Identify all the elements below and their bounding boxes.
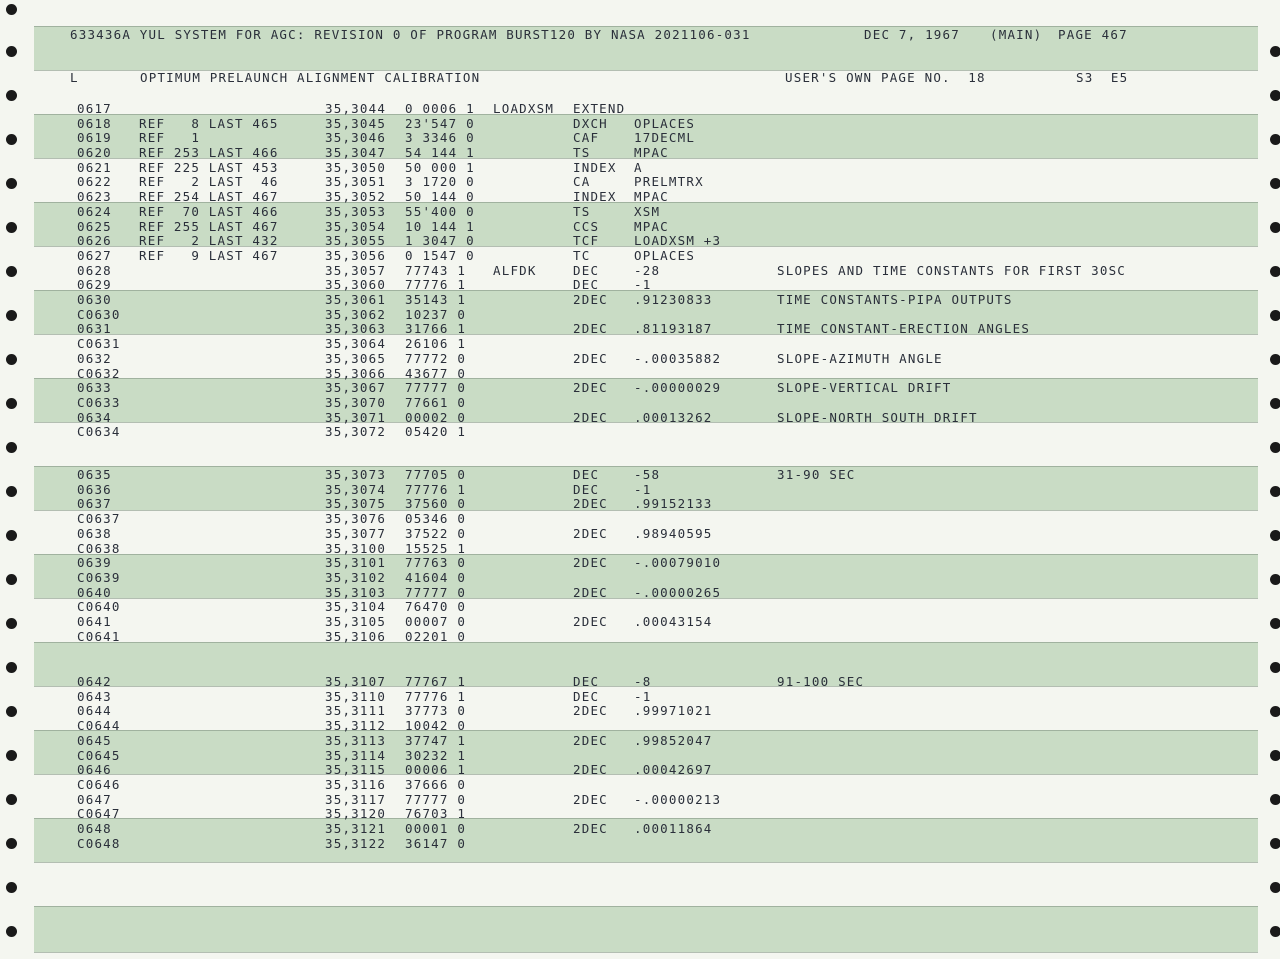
octal-code: 41604 0 <box>405 570 467 585</box>
memory-address: 35,3065 <box>325 351 387 366</box>
line-number: 0648 <box>77 821 112 836</box>
octal-code: 76470 0 <box>405 599 467 614</box>
operand: .00043154 <box>634 614 713 629</box>
opcode: DEC <box>573 277 600 292</box>
memory-address: 35,3117 <box>325 792 387 807</box>
operand: .00013262 <box>634 410 713 425</box>
line-number: 0620 <box>77 145 112 160</box>
memory-address: 35,3113 <box>325 733 387 748</box>
octal-code: 10042 0 <box>405 718 467 733</box>
operand: .81193187 <box>634 321 713 336</box>
memory-address: 35,3112 <box>325 718 387 733</box>
cross-reference: REF 253 LAST 466 <box>139 145 279 160</box>
opcode: 2DEC <box>573 321 608 336</box>
tractor-hole-icon <box>6 486 17 497</box>
memory-address: 35,3115 <box>325 762 387 777</box>
opcode: TCF <box>573 233 600 248</box>
octal-code: 76703 1 <box>405 806 467 821</box>
line-number: 0626 <box>77 233 112 248</box>
line-number: 0642 <box>77 674 112 689</box>
tractor-hole-icon <box>6 618 17 629</box>
instruction-label: ALFDK <box>493 263 537 278</box>
tractor-hole-icon <box>6 178 17 189</box>
octal-code: 02201 0 <box>405 629 467 644</box>
line-number: C0647 <box>77 806 121 821</box>
octal-code: 77772 0 <box>405 351 467 366</box>
comment: SLOPES AND TIME CONSTANTS FOR FIRST 30SC <box>777 263 1127 278</box>
line-number: 0630 <box>77 292 112 307</box>
memory-address: 35,3053 <box>325 204 387 219</box>
operand: .99152133 <box>634 496 713 511</box>
line-number: 0638 <box>77 526 112 541</box>
octal-code: 37522 0 <box>405 526 467 541</box>
memory-address: 35,3052 <box>325 189 387 204</box>
line-number: 0617 <box>77 101 112 116</box>
octal-code: 05420 1 <box>405 424 467 439</box>
octal-code: 37773 0 <box>405 703 467 718</box>
operand: XSM <box>634 204 661 219</box>
operand: MPAC <box>634 145 669 160</box>
tractor-hole-icon <box>6 530 17 541</box>
octal-code: 77705 0 <box>405 467 467 482</box>
line-number: C0640 <box>77 599 121 614</box>
operand: .99971021 <box>634 703 713 718</box>
memory-address: 35,3050 <box>325 160 387 175</box>
memory-address: 35,3062 <box>325 307 387 322</box>
opcode: 2DEC <box>573 733 608 748</box>
comment: TIME CONSTANT-ERECTION ANGLES <box>777 321 1031 336</box>
opcode: 2DEC <box>573 821 608 836</box>
tractor-hole-icon <box>1270 706 1280 717</box>
line-number: 0645 <box>77 733 112 748</box>
band-rule <box>34 906 1258 907</box>
tractor-hole-icon <box>6 750 17 761</box>
line-number: C0646 <box>77 777 121 792</box>
octal-code: 77743 1 <box>405 263 467 278</box>
memory-address: 35,3046 <box>325 130 387 145</box>
memory-address: 35,3122 <box>325 836 387 851</box>
tractor-hole-icon <box>6 442 17 453</box>
memory-address: 35,3051 <box>325 174 387 189</box>
operand: .00042697 <box>634 762 713 777</box>
tractor-hole-icon <box>1270 266 1280 277</box>
line-number: 0641 <box>77 614 112 629</box>
operand: MPAC <box>634 189 669 204</box>
operand: .98940595 <box>634 526 713 541</box>
section-label: (MAIN) <box>990 27 1043 42</box>
cross-reference: REF 1 <box>139 130 201 145</box>
memory-address: 35,3070 <box>325 395 387 410</box>
memory-address: 35,3111 <box>325 703 387 718</box>
tractor-hole-icon <box>1270 90 1280 101</box>
line-number: 0622 <box>77 174 112 189</box>
opcode: 2DEC <box>573 614 608 629</box>
opcode: DEC <box>573 467 600 482</box>
octal-code: 77777 0 <box>405 585 467 600</box>
operand: -28 <box>634 263 661 278</box>
line-number: C0638 <box>77 541 121 556</box>
line-number: C0648 <box>77 836 121 851</box>
memory-address: 35,3071 <box>325 410 387 425</box>
octal-code: 10 144 1 <box>405 219 475 234</box>
line-number: 0629 <box>77 277 112 292</box>
octal-code: 10237 0 <box>405 307 467 322</box>
octal-code: 77661 0 <box>405 395 467 410</box>
octal-code: 43677 0 <box>405 366 467 381</box>
octal-code: 00001 0 <box>405 821 467 836</box>
octal-code: 77776 1 <box>405 482 467 497</box>
memory-address: 35,3061 <box>325 292 387 307</box>
memory-address: 35,3067 <box>325 380 387 395</box>
tractor-hole-icon <box>1270 838 1280 849</box>
line-number: 0619 <box>77 130 112 145</box>
operand: -1 <box>634 277 652 292</box>
cross-reference: REF 2 LAST 432 <box>139 233 279 248</box>
octal-code: 37666 0 <box>405 777 467 792</box>
memory-address: 35,3055 <box>325 233 387 248</box>
octal-code: 50 000 1 <box>405 160 475 175</box>
operand: LOADXSM +3 <box>634 233 722 248</box>
line-number: C0630 <box>77 307 121 322</box>
memory-address: 35,3110 <box>325 689 387 704</box>
tractor-hole-icon <box>1270 662 1280 673</box>
memory-address: 35,3064 <box>325 336 387 351</box>
band-rule <box>34 730 1258 731</box>
line-number: 0636 <box>77 482 112 497</box>
tractor-hole-icon <box>1270 222 1280 233</box>
line-number: C0641 <box>77 629 121 644</box>
band-rule <box>34 862 1258 863</box>
operand: -1 <box>634 482 652 497</box>
operand: -.00000213 <box>634 792 722 807</box>
opcode: 2DEC <box>573 292 608 307</box>
memory-address: 35,3100 <box>325 541 387 556</box>
memory-address: 35,3104 <box>325 599 387 614</box>
memory-address: 35,3060 <box>325 277 387 292</box>
octal-code: 15525 1 <box>405 541 467 556</box>
operand: 17DECML <box>634 130 696 145</box>
operand: -1 <box>634 689 652 704</box>
memory-address: 35,3116 <box>325 777 387 792</box>
routine-title: OPTIMUM PRELAUNCH ALIGNMENT CALIBRATION <box>140 70 481 85</box>
octal-code: 36147 0 <box>405 836 467 851</box>
octal-code: 0 1547 0 <box>405 248 475 263</box>
operand: -.00079010 <box>634 555 722 570</box>
octal-code: 3 3346 0 <box>405 130 475 145</box>
line-number: 0640 <box>77 585 112 600</box>
memory-address: 35,3045 <box>325 116 387 131</box>
comment: SLOPE-VERTICAL DRIFT <box>777 380 952 395</box>
cross-reference: REF 254 LAST 467 <box>139 189 279 204</box>
tractor-hole-icon <box>6 310 17 321</box>
cross-reference: REF 255 LAST 467 <box>139 219 279 234</box>
tractor-hole-icon <box>1270 882 1280 893</box>
tractor-hole-icon <box>1270 134 1280 145</box>
memory-address: 35,3120 <box>325 806 387 821</box>
opcode: CAF <box>573 130 600 145</box>
tractor-hole-icon <box>1270 310 1280 321</box>
operand: -8 <box>634 674 652 689</box>
band-rule <box>34 642 1258 643</box>
opcode: CA <box>573 174 591 189</box>
memory-address: 35,3101 <box>325 555 387 570</box>
band-rule <box>34 378 1258 379</box>
comment: SLOPE-NORTH SOUTH DRIFT <box>777 410 978 425</box>
opcode: 2DEC <box>573 410 608 425</box>
tractor-hole-icon <box>1270 926 1280 937</box>
octal-code: 30232 1 <box>405 748 467 763</box>
line-number: 0618 <box>77 116 112 131</box>
memory-address: 35,3103 <box>325 585 387 600</box>
octal-code: 77776 1 <box>405 689 467 704</box>
octal-code: 77763 0 <box>405 555 467 570</box>
cross-reference: REF 8 LAST 465 <box>139 116 279 131</box>
memory-address: 35,3102 <box>325 570 387 585</box>
octal-code: 26106 1 <box>405 336 467 351</box>
opcode: CCS <box>573 219 600 234</box>
octal-code: 05346 0 <box>405 511 467 526</box>
memory-address: 35,3057 <box>325 263 387 278</box>
line-number: 0643 <box>77 689 112 704</box>
line-number: 0633 <box>77 380 112 395</box>
band-rule <box>34 952 1258 953</box>
operand: .91230833 <box>634 292 713 307</box>
tractor-hole-icon <box>6 574 17 585</box>
comment: TIME CONSTANTS-PIPA OUTPUTS <box>777 292 1013 307</box>
memory-address: 35,3066 <box>325 366 387 381</box>
opcode: DEC <box>573 482 600 497</box>
line-number: 0635 <box>77 467 112 482</box>
green-band <box>34 906 1258 952</box>
tractor-hole-icon <box>6 46 17 57</box>
tractor-hole-icon <box>6 926 17 937</box>
memory-address: 35,3047 <box>325 145 387 160</box>
memory-address: 35,3075 <box>325 496 387 511</box>
tractor-hole-icon <box>6 398 17 409</box>
comment: 91-100 SEC <box>777 674 865 689</box>
tractor-hole-icon <box>6 222 17 233</box>
opcode: DEC <box>573 674 600 689</box>
opcode: DXCH <box>573 116 608 131</box>
opcode: 2DEC <box>573 703 608 718</box>
listing-mark: L <box>70 70 79 85</box>
octal-code: 00007 0 <box>405 614 467 629</box>
operand: -.00000265 <box>634 585 722 600</box>
line-number: C0637 <box>77 511 121 526</box>
operand: -58 <box>634 467 661 482</box>
tractor-hole-icon <box>6 4 17 15</box>
tractor-hole-icon <box>6 134 17 145</box>
octal-code: 1 3047 0 <box>405 233 475 248</box>
cross-reference: REF 9 LAST 467 <box>139 248 279 263</box>
opcode: 2DEC <box>573 380 608 395</box>
octal-code: 77767 1 <box>405 674 467 689</box>
line-number: 0631 <box>77 321 112 336</box>
opcode: DEC <box>573 263 600 278</box>
memory-address: 35,3054 <box>325 219 387 234</box>
memory-address: 35,3056 <box>325 248 387 263</box>
memory-address: 35,3076 <box>325 511 387 526</box>
tractor-hole-icon <box>1270 486 1280 497</box>
line-number: 0625 <box>77 219 112 234</box>
octal-code: 00006 1 <box>405 762 467 777</box>
operand: -.00035882 <box>634 351 722 366</box>
tractor-hole-icon <box>1270 530 1280 541</box>
tractor-hole-icon <box>1270 618 1280 629</box>
opcode: 2DEC <box>573 351 608 366</box>
octal-code: 50 144 0 <box>405 189 475 204</box>
line-number: 0644 <box>77 703 112 718</box>
memory-address: 35,3074 <box>325 482 387 497</box>
tractor-hole-icon <box>1270 354 1280 365</box>
band-rule <box>34 114 1258 115</box>
operand: OPLACES <box>634 248 696 263</box>
print-date: DEC 7, 1967 <box>864 27 960 42</box>
octal-code: 23'547 0 <box>405 116 475 131</box>
opcode: DEC <box>573 689 600 704</box>
line-number: 0627 <box>77 248 112 263</box>
memory-address: 35,3106 <box>325 629 387 644</box>
octal-code: 37747 1 <box>405 733 467 748</box>
memory-address: 35,3105 <box>325 614 387 629</box>
line-number: 0628 <box>77 263 112 278</box>
line-number: 0646 <box>77 762 112 777</box>
tractor-hole-icon <box>6 662 17 673</box>
opcode: 2DEC <box>573 526 608 541</box>
octal-code: 37560 0 <box>405 496 467 511</box>
tractor-hole-icon <box>6 838 17 849</box>
memory-address: 35,3072 <box>325 424 387 439</box>
memory-address: 35,3121 <box>325 821 387 836</box>
tractor-hole-icon <box>6 90 17 101</box>
opcode: 2DEC <box>573 555 608 570</box>
opcode: TS <box>573 204 591 219</box>
instruction-label: LOADXSM <box>493 101 555 116</box>
page-title: 633436A YUL SYSTEM FOR AGC: REVISION 0 OF PROGRAM BURST120 BY NASA 2021106-031 <box>70 27 751 42</box>
tractor-hole-icon <box>6 706 17 717</box>
opcode: INDEX <box>573 189 617 204</box>
opcode: INDEX <box>573 160 617 175</box>
cross-reference: REF 225 LAST 453 <box>139 160 279 175</box>
line-number: 0639 <box>77 555 112 570</box>
line-number: C0639 <box>77 570 121 585</box>
tractor-hole-icon <box>6 354 17 365</box>
octal-code: 00002 0 <box>405 410 467 425</box>
tractor-hole-icon <box>1270 398 1280 409</box>
line-number: 0624 <box>77 204 112 219</box>
opcode: EXTEND <box>573 101 626 116</box>
memory-address: 35,3073 <box>325 467 387 482</box>
tractor-hole-icon <box>1270 46 1280 57</box>
tractor-hole-icon <box>1270 574 1280 585</box>
opcode: 2DEC <box>573 792 608 807</box>
opcode: 2DEC <box>573 585 608 600</box>
line-number: 0637 <box>77 496 112 511</box>
line-number: C0645 <box>77 748 121 763</box>
tractor-hole-icon <box>1270 794 1280 805</box>
line-number: 0621 <box>77 160 112 175</box>
opcode: 2DEC <box>573 762 608 777</box>
tractor-hole-icon <box>6 266 17 277</box>
opcode: 2DEC <box>573 496 608 511</box>
line-number: C0631 <box>77 336 121 351</box>
octal-code: 3 1720 0 <box>405 174 475 189</box>
octal-code: 55'400 0 <box>405 204 475 219</box>
operand: A <box>634 160 643 175</box>
memory-address: 35,3077 <box>325 526 387 541</box>
octal-code: 54 144 1 <box>405 145 475 160</box>
listing-codes: S3 E5 <box>1076 70 1129 85</box>
octal-code: 35143 1 <box>405 292 467 307</box>
tractor-hole-icon <box>1270 750 1280 761</box>
octal-code: 0 0006 1 <box>405 101 475 116</box>
comment: 31-90 SEC <box>777 467 856 482</box>
tractor-hole-icon <box>6 882 17 893</box>
line-number: 0632 <box>77 351 112 366</box>
line-number: C0644 <box>77 718 121 733</box>
operand: OPLACES <box>634 116 696 131</box>
page-number: PAGE 467 <box>1058 27 1128 42</box>
user-page-number: USER'S OWN PAGE NO. 18 <box>785 70 986 85</box>
opcode: TS <box>573 145 591 160</box>
line-number: 0634 <box>77 410 112 425</box>
memory-address: 35,3044 <box>325 101 387 116</box>
memory-address: 35,3063 <box>325 321 387 336</box>
operand: PRELMTRX <box>634 174 704 189</box>
operand: .00011864 <box>634 821 713 836</box>
octal-code: 31766 1 <box>405 321 467 336</box>
octal-code: 77776 1 <box>405 277 467 292</box>
memory-address: 35,3107 <box>325 674 387 689</box>
operand: -.00000029 <box>634 380 722 395</box>
tractor-hole-icon <box>6 794 17 805</box>
opcode: TC <box>573 248 591 263</box>
line-number: C0634 <box>77 424 121 439</box>
operand: MPAC <box>634 219 669 234</box>
line-number: C0632 <box>77 366 121 381</box>
line-number: 0647 <box>77 792 112 807</box>
tractor-hole-icon <box>1270 178 1280 189</box>
octal-code: 77777 0 <box>405 792 467 807</box>
operand: .99852047 <box>634 733 713 748</box>
line-number: C0633 <box>77 395 121 410</box>
band-rule <box>34 818 1258 819</box>
tractor-hole-icon <box>1270 442 1280 453</box>
line-number: 0623 <box>77 189 112 204</box>
cross-reference: REF 2 LAST 46 <box>139 174 279 189</box>
octal-code: 77777 0 <box>405 380 467 395</box>
comment: SLOPE-AZIMUTH ANGLE <box>777 351 943 366</box>
cross-reference: REF 70 LAST 466 <box>139 204 279 219</box>
memory-address: 35,3114 <box>325 748 387 763</box>
